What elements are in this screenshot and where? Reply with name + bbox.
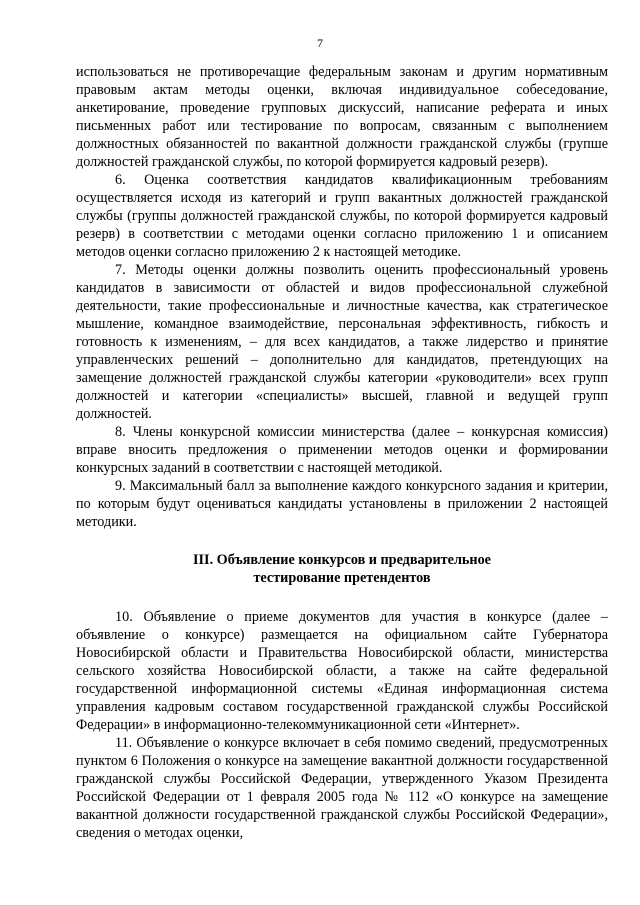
paragraph-continuation: использоваться не противоречащие федеральным законам и другим нормативным правовым актам методы оценки, включая индивидуальное собеседование, анкетирование, проведение групповых дискуссий, написание реферата и иных письменных работ или тестирование по вопросам, связанным с выполнением должностных обязанностей по вакантной должности гражданской службы (групше должностей гражданской службы, по которой формируется кадровый резерв). (76, 64, 608, 170)
paragraph-7: 7. Методы оценки должны позволить оценить профессиональный уровень кандидатов в зависимости от областей и видов профессиональной служебной деятельности, такие профессиональные и личностные качества, как стратегическое мышление, командное взаимодействие, персональная эффективность, гибкость и готовность к изменениям, – для всех кандидатов, а также лидерство и принятие управленческих решений – дополнительно для кандидатов, претендующих на замещение должностей гражданской службы категории «руководители» всех групп должностей и категории «специалисты» высшей, главной и ведущей групп должностей. (76, 262, 608, 422)
section-heading (76, 551, 608, 587)
paragraph-11: 11. Объявление о конкурсе включает в себя помимо сведений, предусмотренных пунктом 6 Положения о конкурсе на замещение вакантной должности государственной гражданской службы Российской Федерации, утвержденного Указом Президента Российской Федерации от 1 февраля 2005 года № 112 «О конкурсе на замещение вакантной должности государственной гражданской службы Российской Федерации», сведения о методах оценки, (76, 735, 608, 841)
paragraph-10: 10. Объявление о приеме документов для участия в конкурсе (далее – объявление о конкурсе) размещается на официальном сайте Губернатора Новосибирской области и Правительства Новосибирской области, министерства сельского хозяйства Новосибирской области, а также на сайте федеральной государственной информационной системы «Единая информационная система управления кадровым составом государственной гражданской службы Российской Федерации» в информационно-телекоммуникационной сети «Интернет». (76, 609, 608, 733)
page-number: 7 (317, 36, 323, 50)
paragraph-8: 8. Члены конкурсной комиссии министерства (далее – конкурсная комиссия) вправе вносить предложения о применении методов оценки и формировании конкурсных заданий в соответствии с настоящей методикой. (76, 424, 608, 476)
paragraph-9: 9. Максимальный балл за выполнение каждого конкурсного задания и критерии, по которым будут оцениваться кандидаты установлены в приложении 2 настоящей методики. (76, 478, 608, 530)
document-body (76, 63, 608, 842)
section-heading-line-1: III. Объявление конкурсов и предварительное (193, 552, 491, 568)
section-heading-line-2: тестирование претендентов (253, 570, 431, 586)
paragraph-6: 6. Оценка соответствия кандидатов квалификационным требованиям осуществляется исходя из категорий и групп вакантных должностей гражданской службы (группы должностей гражданской службы, по которой формируется кадровый резерв) в соответствии с методами оценки согласно приложению 1 и описанием методов оценки согласно приложению 2 к настоящей методике. (76, 172, 608, 260)
